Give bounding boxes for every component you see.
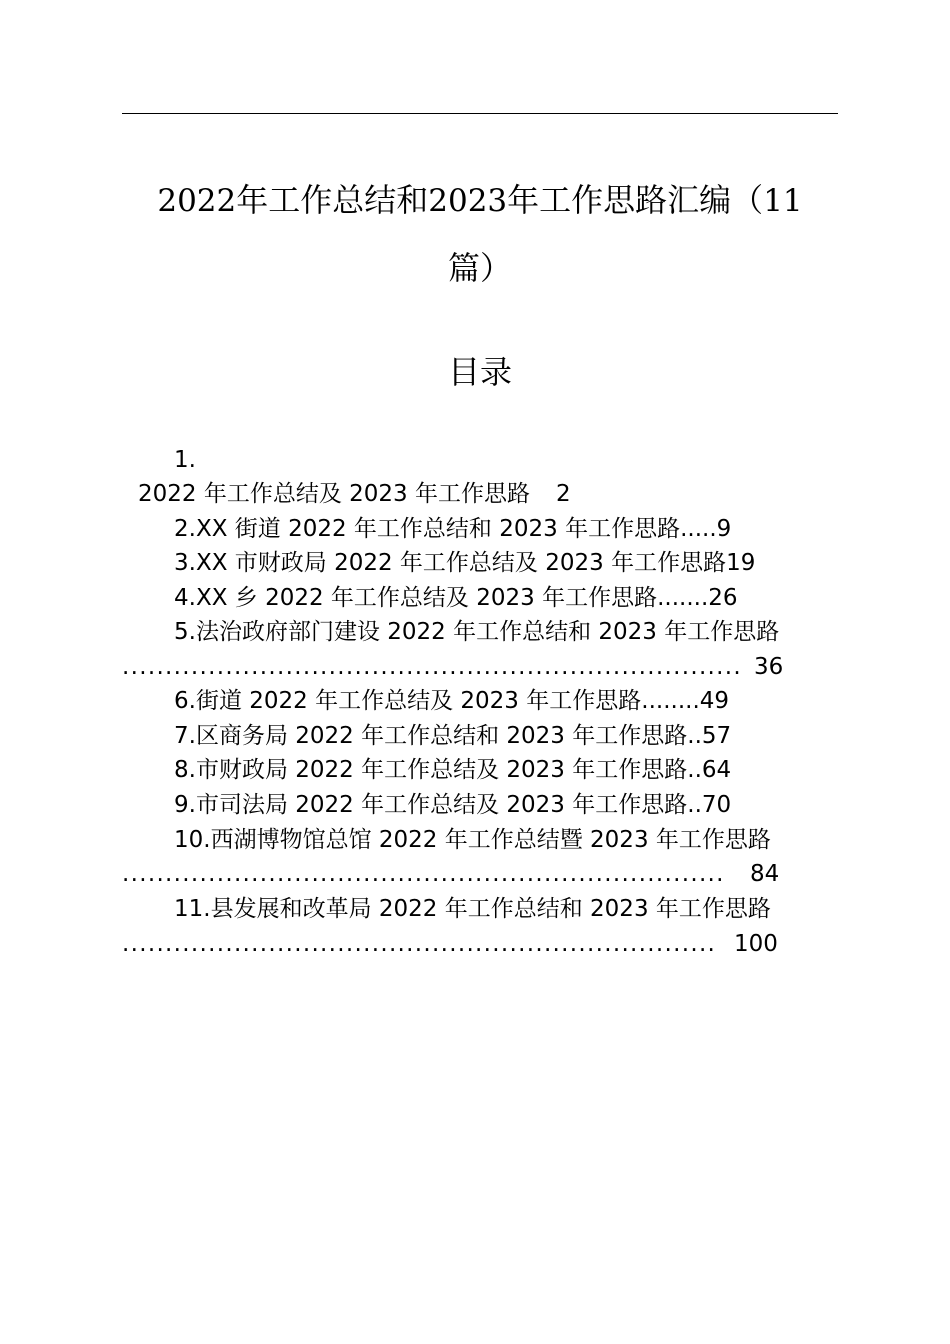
toc-entry-page: 70	[701, 792, 732, 818]
toc-entry-page: 84	[750, 861, 780, 887]
toc-entry-10-leader[interactable]	[122, 859, 779, 889]
toc-entry-page: 19	[726, 550, 756, 576]
toc-entry-dots: ........	[641, 688, 700, 714]
toc-entry-dots: .....................................................................	[122, 931, 717, 957]
toc-entry-11-leader[interactable]	[122, 929, 778, 959]
toc-entry-7[interactable]	[174, 721, 731, 751]
toc-entry-page: 26	[708, 585, 738, 611]
toc-entry-2[interactable]	[174, 514, 731, 544]
toc-entry-title: 8.市财政局 2022 年工作总结及 2023 年工作思路	[174, 757, 688, 783]
header-rule	[122, 113, 838, 114]
toc-entry-5-leader[interactable]	[122, 652, 783, 682]
toc-entry-5[interactable]	[174, 617, 779, 647]
title-text-a: 年工作总结和	[236, 181, 429, 219]
toc-entry-title: 11.县发展和改革局 2022 年工作总结和 2023 年工作思路	[174, 896, 771, 922]
toc-entry-10[interactable]	[174, 825, 771, 855]
toc-entry-title: 2022 年工作总结及 2023 年工作思路	[138, 481, 530, 507]
document-title-line-1	[122, 180, 838, 221]
toc-entry-page: 64	[701, 757, 732, 783]
document-title-line-2: 篇）	[447, 249, 512, 287]
toc-entry-title: 5.法治政府部门建设 2022 年工作总结和 2023 年工作思路	[174, 619, 780, 645]
toc-entry-page: 36	[754, 654, 784, 680]
toc-entry-page: 49	[699, 688, 730, 714]
toc-entry-page: 57	[701, 723, 732, 749]
toc-entry-11[interactable]	[174, 894, 771, 924]
toc-entry-page: 9	[716, 516, 732, 542]
toc-entry-9[interactable]	[174, 790, 731, 820]
toc-entry-title: 6.街道 2022 年工作总结及 2023 年工作思路	[174, 688, 642, 714]
toc-entry-6[interactable]	[174, 686, 729, 716]
toc-entry-8[interactable]	[174, 755, 731, 785]
toc-entry-dots: .......	[657, 585, 709, 611]
toc-entry-title: 2.XX 街道 2022 年工作总结和 2023 年工作思路	[174, 516, 681, 542]
toc-entry-title: 7.区商务局 2022 年工作总结和 2023 年工作思路	[174, 723, 688, 749]
toc-entry-1-number[interactable]: 1.	[174, 447, 196, 473]
toc-entry-dots: ........................................................................	[122, 654, 742, 680]
toc-entry-1[interactable]	[138, 479, 571, 509]
toc-entry-dots: ......................................................................	[122, 861, 725, 887]
toc-entry-dots: ..	[687, 792, 702, 818]
title-year-2023: 2023	[428, 183, 508, 219]
toc-entry-page: 2	[556, 481, 571, 507]
toc-entry-page: 100	[734, 931, 778, 957]
toc-entry-title: 10.西湖博物馆总馆 2022 年工作总结暨 2023 年工作思路	[174, 827, 771, 853]
toc-entry-dots: .....	[680, 516, 717, 542]
title-count: 11	[763, 183, 803, 219]
toc-heading: 目录	[447, 353, 512, 391]
toc-entry-title: 9.市司法局 2022 年工作总结及 2023 年工作思路	[174, 792, 688, 818]
toc-entry-title: 3.XX 市财政局 2022 年工作总结及 2023 年工作思路	[174, 550, 727, 576]
toc-entry-dots: ..	[687, 757, 702, 783]
toc-entry-4[interactable]	[174, 583, 738, 613]
toc-entry-3[interactable]	[174, 548, 755, 578]
title-text-b: 年工作思路汇编（	[507, 181, 764, 219]
title-year-2022: 2022	[157, 183, 237, 219]
toc-entry-title: 4.XX 乡 2022 年工作总结及 2023 年工作思路	[174, 585, 658, 611]
toc-entry-dots: ..	[687, 723, 702, 749]
